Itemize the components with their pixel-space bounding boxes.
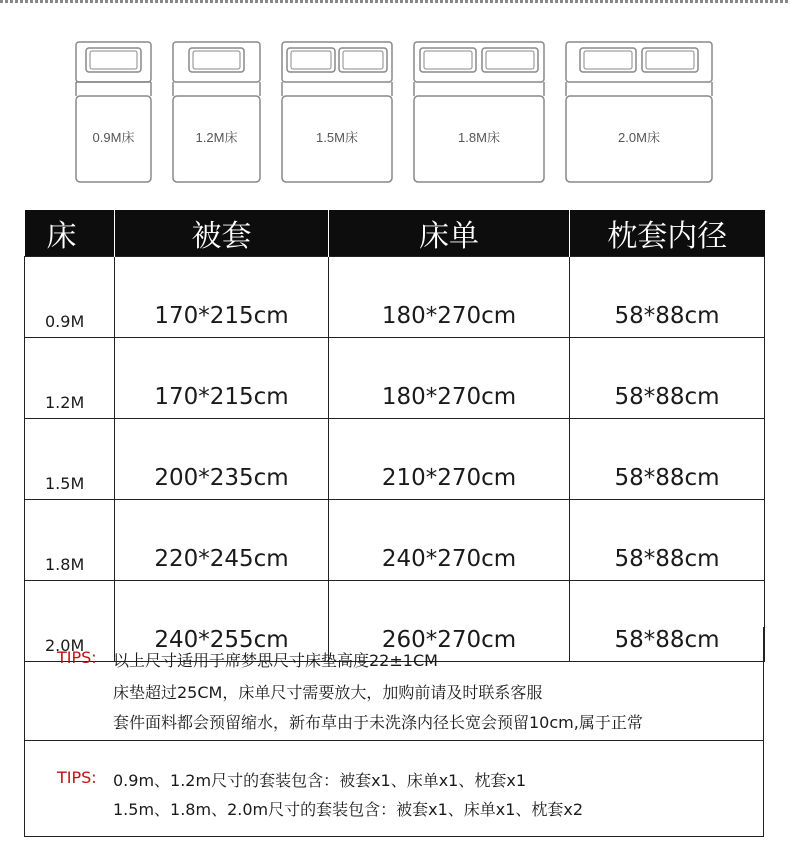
tips-label: TIPS: xyxy=(57,648,97,667)
pillowcase-cell: 58*88cm xyxy=(570,257,765,338)
duvet-cell: 220*245cm xyxy=(115,500,329,581)
bed-2.0m xyxy=(566,42,712,182)
size-cell: 1.5M xyxy=(25,419,115,500)
pillowcase-cell: 58*88cm xyxy=(570,338,765,419)
pillowcase-cell: 58*88cm xyxy=(570,500,765,581)
duvet-cell: 200*235cm xyxy=(115,419,329,500)
table-row xyxy=(25,338,765,419)
table-row xyxy=(25,500,765,581)
bed-icon xyxy=(566,42,712,182)
bed-0.9m xyxy=(76,42,151,182)
sheet-cell: 240*270cm xyxy=(329,500,570,581)
bed-label: 0.9M床 xyxy=(92,130,135,145)
size-cell: 1.2M xyxy=(25,338,115,419)
table-header-row xyxy=(25,210,765,257)
size-table xyxy=(24,210,765,662)
size-cell: 2.0M xyxy=(25,581,115,662)
bed-icon xyxy=(76,42,151,182)
tips-label: TIPS: xyxy=(57,768,97,787)
tips-line: 以上尺寸适用于席梦思尺寸床垫高度22±1CM xyxy=(113,651,438,670)
header-bed: 床 xyxy=(25,210,115,257)
tips-line: 床垫超过25CM，床单尺寸需要放大，加购前请及时联系客服 xyxy=(113,683,543,702)
bed-label: 1.5M床 xyxy=(316,130,358,145)
duvet-cell: 240*255cm xyxy=(115,581,329,662)
bed-1.2m xyxy=(173,42,260,182)
duvet-cell: 170*215cm xyxy=(115,257,329,338)
duvet-cell: 170*215cm xyxy=(115,338,329,419)
header-sheet: 床单 xyxy=(329,210,570,257)
bed-label: 1.2M床 xyxy=(195,130,238,145)
table-row xyxy=(25,419,765,500)
bed-label: 1.8M床 xyxy=(458,130,500,145)
tips-line: 套件面料都会预留缩水，新布草由于未洗涤内径长宽会预留10cm,属于正常 xyxy=(113,713,643,732)
bed-label: 2.0M床 xyxy=(618,130,660,145)
bed-icon xyxy=(414,42,544,182)
bed-1.8m xyxy=(414,42,544,182)
sheet-cell: 180*270cm xyxy=(329,257,570,338)
tips-line: 1.5m、1.8m、2.0m尺寸的套装包含：被套x1、床单x1、枕套x2 xyxy=(113,800,584,819)
top-dashed-divider xyxy=(0,0,790,3)
size-cell: 0.9M xyxy=(25,257,115,338)
header-duvet: 被套 xyxy=(115,210,329,257)
bed-icon xyxy=(282,42,392,182)
header-pillowcase: 枕套内径 xyxy=(570,210,765,257)
sheet-cell: 180*270cm xyxy=(329,338,570,419)
sheet-cell: 210*270cm xyxy=(329,419,570,500)
table-row xyxy=(25,257,765,338)
size-cell: 1.8M xyxy=(25,500,115,581)
pillowcase-cell: 58*88cm xyxy=(570,419,765,500)
bed-1.5m xyxy=(282,42,392,182)
sheet-cell: 260*270cm xyxy=(329,581,570,662)
tips-section-1 xyxy=(24,627,764,741)
bed-icon xyxy=(173,42,260,182)
pillowcase-cell: 58*88cm xyxy=(570,581,765,662)
tips-section-2 xyxy=(24,740,764,837)
tips-line: 0.9m、1.2m尺寸的套装包含：被套x1、床单x1、枕套x1 xyxy=(113,771,527,790)
